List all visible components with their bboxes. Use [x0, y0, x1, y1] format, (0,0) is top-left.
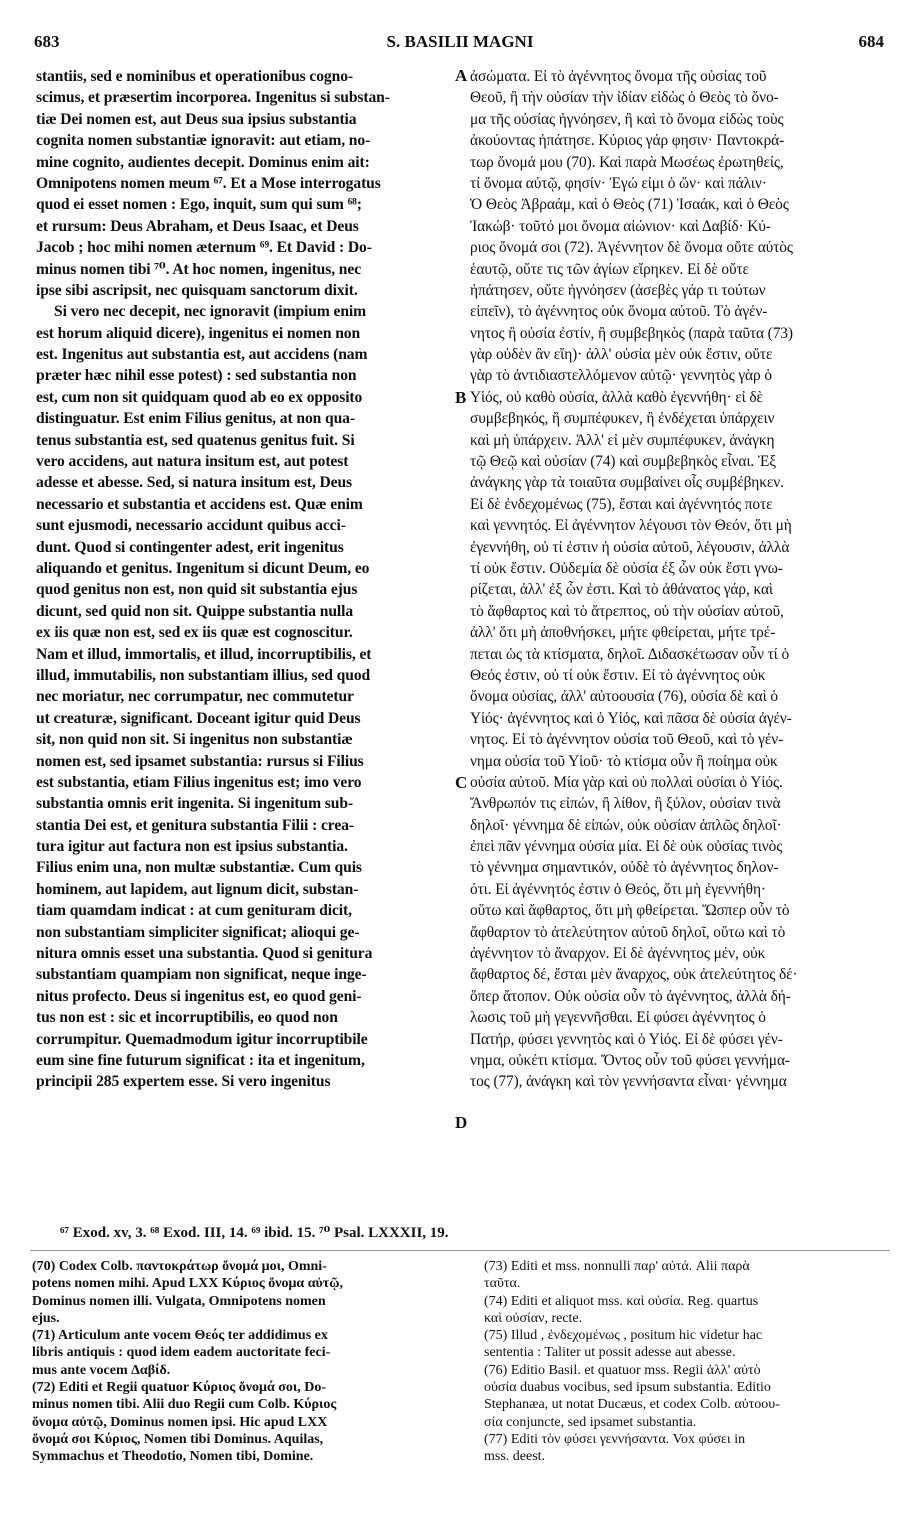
footnote-line: mss. deest. — [484, 1449, 546, 1465]
left-page-number: 683 — [34, 32, 60, 51]
latin-text-line: nomen est, sed ipsamet substantia: rursus si Filius — [36, 752, 364, 770]
footnote-line: ταῦτα. — [484, 1276, 521, 1292]
latin-text-line: principii 285 expertem esse. Si vero ingenitus — [36, 1073, 331, 1091]
greek-text-line: νημα οὐσία τοῦ Υἱοῦ· τὸ κτίσμα οὖν ἢ ποίημα οὐκ — [470, 752, 778, 770]
greek-text-line: ἐγεννήθη, οὐ τί ἐστιν ἡ οὐσία αὐτοῦ, λέγουσιν, ἀλλὰ — [470, 538, 790, 556]
greek-text-line: ἐπεὶ πᾶν γέννημα οὐσία μία. Εἰ δὲ οὐκ οὐσίας τινὸς — [470, 838, 783, 856]
latin-text-line: tiæ Dei nomen est, aut Deus sua ipsius substantia — [36, 110, 357, 128]
latin-text-line: est horum aliquid dicere), ingenitus ei nomen non — [36, 324, 361, 342]
latin-text-line: ex iis quæ non est, sed ex iis quæ est cognoscitur. — [36, 624, 353, 642]
latin-text-line: Filius enim una, non multæ substantiæ. Cum quis — [36, 859, 362, 877]
greek-text-line: ρίζεται, ἀλλ' ἐξ ὧν ἐστι. Καὶ τὸ ἀθάνατος γάρ, καὶ — [470, 581, 773, 599]
latin-text-line: est substantia, etiam Filius ingenitus est; imo vero — [36, 773, 362, 791]
footnote-line: (72) Editi et Regii quatuor Κύριος ὄνομά σοι, Do- — [32, 1380, 326, 1396]
greek-text-line: Πατήρ, φύσει γεννητὸς καὶ ὁ Υἱός. Εἰ δὲ φύσει γέν- — [470, 1030, 783, 1048]
greek-text-line: ὄνομα οὐσίας, ἀλλ' αὐτοουσία (76), οὐσία δὲ καὶ ὁ — [470, 688, 778, 706]
greek-text-line: μα τῆς οὐσίας ἠγνόησεν, ἢ καὶ τὸ ὄνομα εἰδὼς τοὺς — [470, 110, 784, 128]
greek-text-line: ἄφθαρτον τὸ ἀτελεύτητον αὐτοῦ δηλοῖ, οὕτω καὶ τὸ — [470, 923, 786, 941]
latin-text-line: dunt. Quod si contingenter adest, erit ingenitus — [36, 538, 344, 556]
greek-text-line: τὸ γέννημα σημαντικόν, οὐδὲ τὸ ἀγέννητος δηλον- — [470, 859, 779, 877]
footnote-line: (77) Editi τὸν φύσει γεννήσαντα. Vox φύσει in — [484, 1431, 746, 1447]
latin-text-line: tiam quamdam indicat : at cum genituram dicit, — [36, 902, 352, 920]
footnote-line: καὶ οὐσίαν, recte. — [484, 1310, 583, 1326]
latin-text-line: substantiam quampiam non significat, neque inge- — [36, 966, 367, 984]
latin-text-line: est, cum non sit quidquam quod ab eo ex opposito — [36, 388, 363, 406]
footnote-line: Dominus nomen illi. Vulgata, Omnipotens nomen — [32, 1293, 326, 1309]
greek-text-line: Θεοῦ, ἢ τὴν οὐσίαν τὴν ἰδίαν εἰδὼς ὁ Θεὸς τὸ ὄνο- — [470, 89, 779, 107]
latin-text-line: scimus, et præsertim incorporea. Ingenitus si substan- — [36, 89, 390, 107]
latin-text-line: præter hæc nihil esse potest) : sed substantia non — [36, 367, 357, 385]
greek-text-line: πεται ὡς τὰ κτίσματα, δηλοῖ. Διδασκέτωσαν οὖν τί ὁ — [470, 645, 790, 663]
latin-text-line: eum sine fine futurum significat : ita et ingenitum, — [36, 1051, 365, 1069]
scripture-references: ⁶⁷ Exod. xv, 3. ⁶⁸ Exod. III, 14. ⁶⁹ ibid. 15. ⁷⁰ Psal. LXXXII, 19. — [60, 1225, 449, 1241]
greek-text-line: Ἰακώβ· τοῦτό μοι ὄνομα αἰώνιον· καὶ Δαβίδ· Κύ- — [470, 217, 771, 235]
footnote-line: σία conjuncte, sed ipsamet substantia. — [484, 1414, 697, 1430]
greek-text-line: ἀλλ' ὅτι μὴ ἀποθνήσκει, μήτε φθείρεται, μήτε τρέ- — [470, 624, 776, 642]
greek-text-line: τῷ Θεῷ καὶ οὐσίαν (74) καὶ συμβεβηκὸς εἶναι. Ἐξ — [470, 453, 777, 471]
footnote-line: (70) Codex Colb. παντοκράτωρ ὄνομά μοι, Omni- — [32, 1259, 327, 1274]
greek-text-line: ἀσώματα. Εἰ τὸ ἀγέννητος ὄνομα τῆς οὐσίας τοῦ — [470, 68, 767, 85]
greek-text-line: ἄφθαρτος δέ, ἔσται μὲν ἄναρχος, οὐκ ἀτελεύτητος δέ· — [470, 966, 798, 984]
latin-text-line: dicunt, sed quid non sit. Quippe substantia nulla — [36, 602, 354, 620]
footnote-line: libris antiquis : quod idem eadem auctoritate feci- — [32, 1345, 331, 1361]
greek-text-line: Ἄνθρωπόν τις εἰπών, ἢ λίθον, ἢ ξύλον, οὐσίαν τινὰ — [470, 795, 781, 813]
footnote-line: potens nomen mihi. Apud LXX Κύριος ὄνομα αὐτῷ, — [32, 1276, 343, 1292]
footnote-line: ὄνομά σοι Κύριος, Nomen tibi Dominus. Aquilas, — [32, 1431, 324, 1447]
greek-text-line: ὅπερ ἄτοπον. Οὐκ οὐσία οὖν τὸ ἀγέννητος, ἀλλὰ δή- — [470, 987, 791, 1005]
greek-text-line: ἑαυτῷ, οὔτε τις τῶν ἁγίων εἴρηκεν. Εἰ δὲ οὔτε — [470, 260, 749, 278]
greek-text-line: ἀνάγκης γὰρ τὰ τοιαῦτα συμβαίνει οἷς συμβέβηκεν. — [470, 474, 784, 492]
footnote-line: ejus. — [32, 1310, 60, 1326]
latin-text-line: est. Ingenitus aut substantia est, aut accidens (nam — [36, 346, 368, 364]
footnote-line: Symmachus et Theodotio, Nomen tibi, Domine. — [32, 1449, 314, 1465]
greek-text-line: Θεός ἐστιν, οὐ τί οὐκ ἔστιν. Εἰ τὸ ἀγέννητος οὐκ — [470, 666, 766, 684]
greek-text-line: ριος ὄνομά σοι (72). Ἀγέννητον δὲ ὄνομα οὔτε αὐτὸς — [470, 239, 793, 257]
greek-text-line: Ὁ Θεὸς Ἀβραάμ, καὶ ὁ Θεὸς (71) Ἰσαάκ, καὶ ὁ Θεὸς — [470, 196, 789, 214]
greek-text-line: τὸ ἄφθαρτος καὶ τὸ ἄτρεπτος, οὐ τὴν οὐσίαν αὐτοῦ, — [470, 602, 784, 620]
latin-text-line: corrumpitur. Quemadmodum igitur incorruptibile — [36, 1030, 368, 1048]
greek-text-line: καὶ γεννητός. Εἰ ἀγέννητον λέγουσι τὸν Θεόν, ὅτι μὴ — [470, 517, 792, 535]
latin-text-line: necessario et substantia et accidens est. Quæ enim — [36, 495, 363, 513]
latin-text-line: adesse et abesse. Sed, si natura insitum est, Deus — [36, 474, 352, 492]
greek-text-line: τωρ ὄνομά μου (70). Καὶ παρὰ Μωσέως ἐρωτηθείς, — [470, 153, 784, 171]
greek-text-line: τος (77), ἀνάγκη καὶ τὸν γεννήσαντα εἶναι· γέννημα — [470, 1073, 787, 1091]
greek-text-line: νητος. Εἰ τὸ ἀγέννητον οὐσία τοῦ Θεοῦ, καὶ τὸ γέν- — [470, 731, 784, 749]
latin-text-line: sunt ejusmodi, necessario accidunt quibus acci- — [36, 517, 346, 535]
latin-text-line: Omnipotens nomen meum ⁶⁷. Et a Mose interrogatus — [36, 174, 381, 192]
footnotes-right — [484, 1258, 888, 1466]
greek-text-line: οὕτω καὶ ἄφθαρτος, ὅτι μὴ φθείρεται. Ὥσπερ οὖν τὸ — [470, 902, 790, 920]
latin-text-line: substantia omnis erit ingenita. Si ingenitum sub- — [36, 795, 353, 813]
footnote-line: (75) Illud , ἐνδεχομένως , positum hic videtur hac — [484, 1328, 763, 1344]
latin-text-line: nitura omnis esset una substantia. Quod si genitura — [36, 945, 373, 963]
margin-letter-d: D — [455, 1113, 468, 1132]
latin-text-line: non substantiam simpliciter significat; alioqui ge- — [36, 923, 360, 941]
latin-text-line: vero accidens, aut natura insitum est, aut potest — [36, 453, 349, 471]
margin-letter-a: A — [455, 66, 468, 85]
latin-text-line: cognita nomen substantiæ ignoravit: aut etiam, no- — [36, 132, 371, 150]
latin-text-line: quod ei esset nomen : Ego, inquit, sum qui sum ⁶⁸; — [36, 196, 362, 214]
latin-text-line: nitus profecto. Deus si ingenitus est, eo quod geni- — [36, 987, 362, 1005]
greek-text-line: ἀκούοντας ἠπάτησε. Κύριος γάρ φησιν· Παντοκρά- — [470, 132, 785, 150]
greek-text-line: τί οὐκ ἔστιν. Οὐδεμία δὲ οὐσία ἐξ ὧν οὐκ ἔστι γνω- — [470, 559, 783, 577]
latin-text-line: stantiis, sed e nominibus et operationibus cogno- — [36, 68, 353, 85]
footnotes-left — [32, 1258, 460, 1466]
right-page-number: 684 — [858, 32, 884, 51]
footnote-line: ὄνομα αὐτῷ, Dominus nomen ipsi. Hic apud LXX — [32, 1414, 328, 1430]
greek-text-line: Εἰ δὲ ἐνδεχομένως (75), ἔσται καὶ ἀγέννητός ποτε — [470, 495, 773, 513]
latin-text-line: distinguatur. Est enim Filius genitus, at non qua- — [36, 410, 355, 428]
latin-text-line: tus non est : sic et incorruptibilis, eo quod non — [36, 1009, 338, 1027]
greek-text-line: λωσις τοῦ μὴ γεγεννῆσθαι. Εἰ φύσει ἀγέννητος ὁ — [470, 1009, 766, 1027]
latin-text-line: Nam et illud, immortalis, et illud, incorruptibilis, et — [36, 645, 372, 663]
greek-text-line: δηλοῖ· γέννημα δὲ εἰπών, οὐκ οὐσίαν ἁπλῶς δηλοῖ· — [470, 816, 782, 834]
latin-column — [36, 66, 452, 1093]
greek-text-line: συμβεβηκός, ἢ συμπέφυκεν, ἢ ἐνδέχεται ὑπάρχειν — [470, 410, 775, 428]
footnote-rule — [30, 1250, 890, 1251]
latin-text-line: ut creaturæ, significant. Doceant igitur quid Deus — [36, 709, 361, 727]
footnote-line: (76) Editio Basil. et quatuor mss. Regii ἀλλ' αὐτὸ — [484, 1362, 761, 1378]
greek-text-line: τί ὄνομα αὐτῷ, φησίν· Ἐγώ εἰμι ὁ ὤν· καὶ πάλιν· — [470, 174, 767, 192]
latin-text-line: hominem, aut lapidem, aut lignum dicit, substan- — [36, 880, 359, 898]
footnote-line: mus ante vocem Δαβίδ. — [32, 1362, 171, 1378]
latin-text-line: Si vero nec decepit, nec ignoravit (impium enim — [54, 303, 367, 321]
latin-text-line: nec moriatur, nec corrumpatur, nec commutetur — [36, 688, 354, 706]
footnote-line: sententia : Taliter ut possit adesse aut abesse. — [484, 1345, 736, 1361]
footnote-line: minus nomen tibi. Alii duo Regii cum Colb. Κύριος — [32, 1397, 337, 1413]
greek-text-line: ότι. Εἰ ἀγέννητός ἐστιν ὁ Θεός, ὅτι μὴ ἐγεννήθη· — [470, 880, 766, 898]
footnote-line: (71) Articulum ante vocem Θεός ter addidimus ex — [32, 1328, 328, 1344]
greek-text-line: γὰρ τὸ ἀντιδιαστελλόμενον αὐτῷ· γεννητὸς γὰρ ὁ — [470, 367, 772, 385]
latin-text-line: stantia Dei est, et genitura substantia Filii : crea- — [36, 816, 354, 834]
footnote-line: (74) Editi et aliquot mss. καὶ οὐσία. Reg. quartus — [484, 1293, 759, 1309]
greek-text-line: ἠπάτησεν, οὔτε ἠγνόησεν (ἀσεβὲς γάρ τι τούτων — [470, 281, 766, 299]
greek-text-line: γὰρ οὐδὲν ἂν εἴη)· ἀλλ' οὐσία μὲν οὐκ ἔστιν, οὔτε — [470, 346, 773, 364]
latin-text-line: ipse sibi ascripsit, nec quisquam sanctorum dixit. — [36, 281, 358, 299]
greek-column — [470, 66, 884, 1093]
latin-text-line: tenus substantia est, sed quatenus genitus fuit. Si — [36, 431, 355, 449]
greek-text-line: εἰπεῖν), τὸ ἀγέννητος οὐκ ὄνομα αὐτοῦ. Τὸ ἀγέν- — [470, 303, 768, 321]
latin-text-line: quod genitus non est, non quid sit substantia ejus — [36, 581, 358, 599]
latin-text-line: Jacob ; hoc mihi nomen æternum ⁶⁹. Et David : Do- — [36, 239, 372, 257]
footnote-line: Stephanæa, ut notat Ducæus, et codex Colb. αὐτοου- — [484, 1397, 780, 1413]
greek-text-line: νημα, οὐκέτι κτίσμα. Ὄντος οὖν τοῦ φύσει γεννήμα- — [470, 1051, 790, 1069]
greek-text-line: Υἱός· ἀγέννητος καὶ ὁ Υἱός, καὶ πᾶσα δὲ οὐσία ἀγέν- — [470, 709, 792, 727]
latin-text-line: mine cognito, audientes decepit. Dominus enim ait: — [36, 153, 370, 171]
greek-text-line: οὐσία αὐτοῦ. Μία γὰρ καὶ οὐ πολλαὶ οὐσίαι ὁ Υἱός. — [470, 773, 783, 791]
greek-text-line: καὶ μὴ ὑπάρχειν. Ἀλλ' εἰ μὲν συμπέφυκεν, ἀνάγκη — [470, 431, 775, 449]
latin-text-line: illud, immutabilis, non substantiam illius, sed quod — [36, 666, 371, 684]
margin-letter-c: C — [455, 773, 468, 792]
latin-text-line: et rursum: Deus Abraham, et Deus Isaac, et Deus — [36, 217, 359, 235]
latin-text-line: sit, non quid non sit. Si ingenitus non substantiæ — [36, 731, 353, 749]
greek-text-line: νητος ἢ οὐσία ἐστίν, ἢ συμβεβηκὸς (παρὰ ταῦτα (73) — [470, 324, 793, 342]
latin-text-line: minus nomen tibi ⁷⁰. At hoc nomen, ingenitus, nec — [36, 260, 362, 278]
footnote-line: (73) Editi et mss. nonnulli παρ' αὐτά. Alii παρὰ — [484, 1259, 750, 1274]
latin-text-line: tura igitur aut factura non est ipsius substantia. — [36, 838, 348, 856]
running-title: S. BASILII MAGNI — [386, 32, 534, 51]
greek-text-line: ἀγέννητον τὸ ἄναρχον. Εἰ δὲ ἀγέννητος μέν, οὐκ — [470, 945, 766, 963]
latin-text-line: aliquando et genitus. Ingenitum si dicunt Deum, eo — [36, 559, 370, 577]
greek-text-line: Υἱός, οὐ καθὸ οὐσία, ἀλλὰ καθὸ ἐγεννήθη· εἰ δὲ — [470, 388, 763, 406]
margin-letter-b: B — [455, 388, 467, 407]
footnote-line: οὐσία duabus vocibus, sed ipsum substantia. Editio — [484, 1380, 771, 1396]
